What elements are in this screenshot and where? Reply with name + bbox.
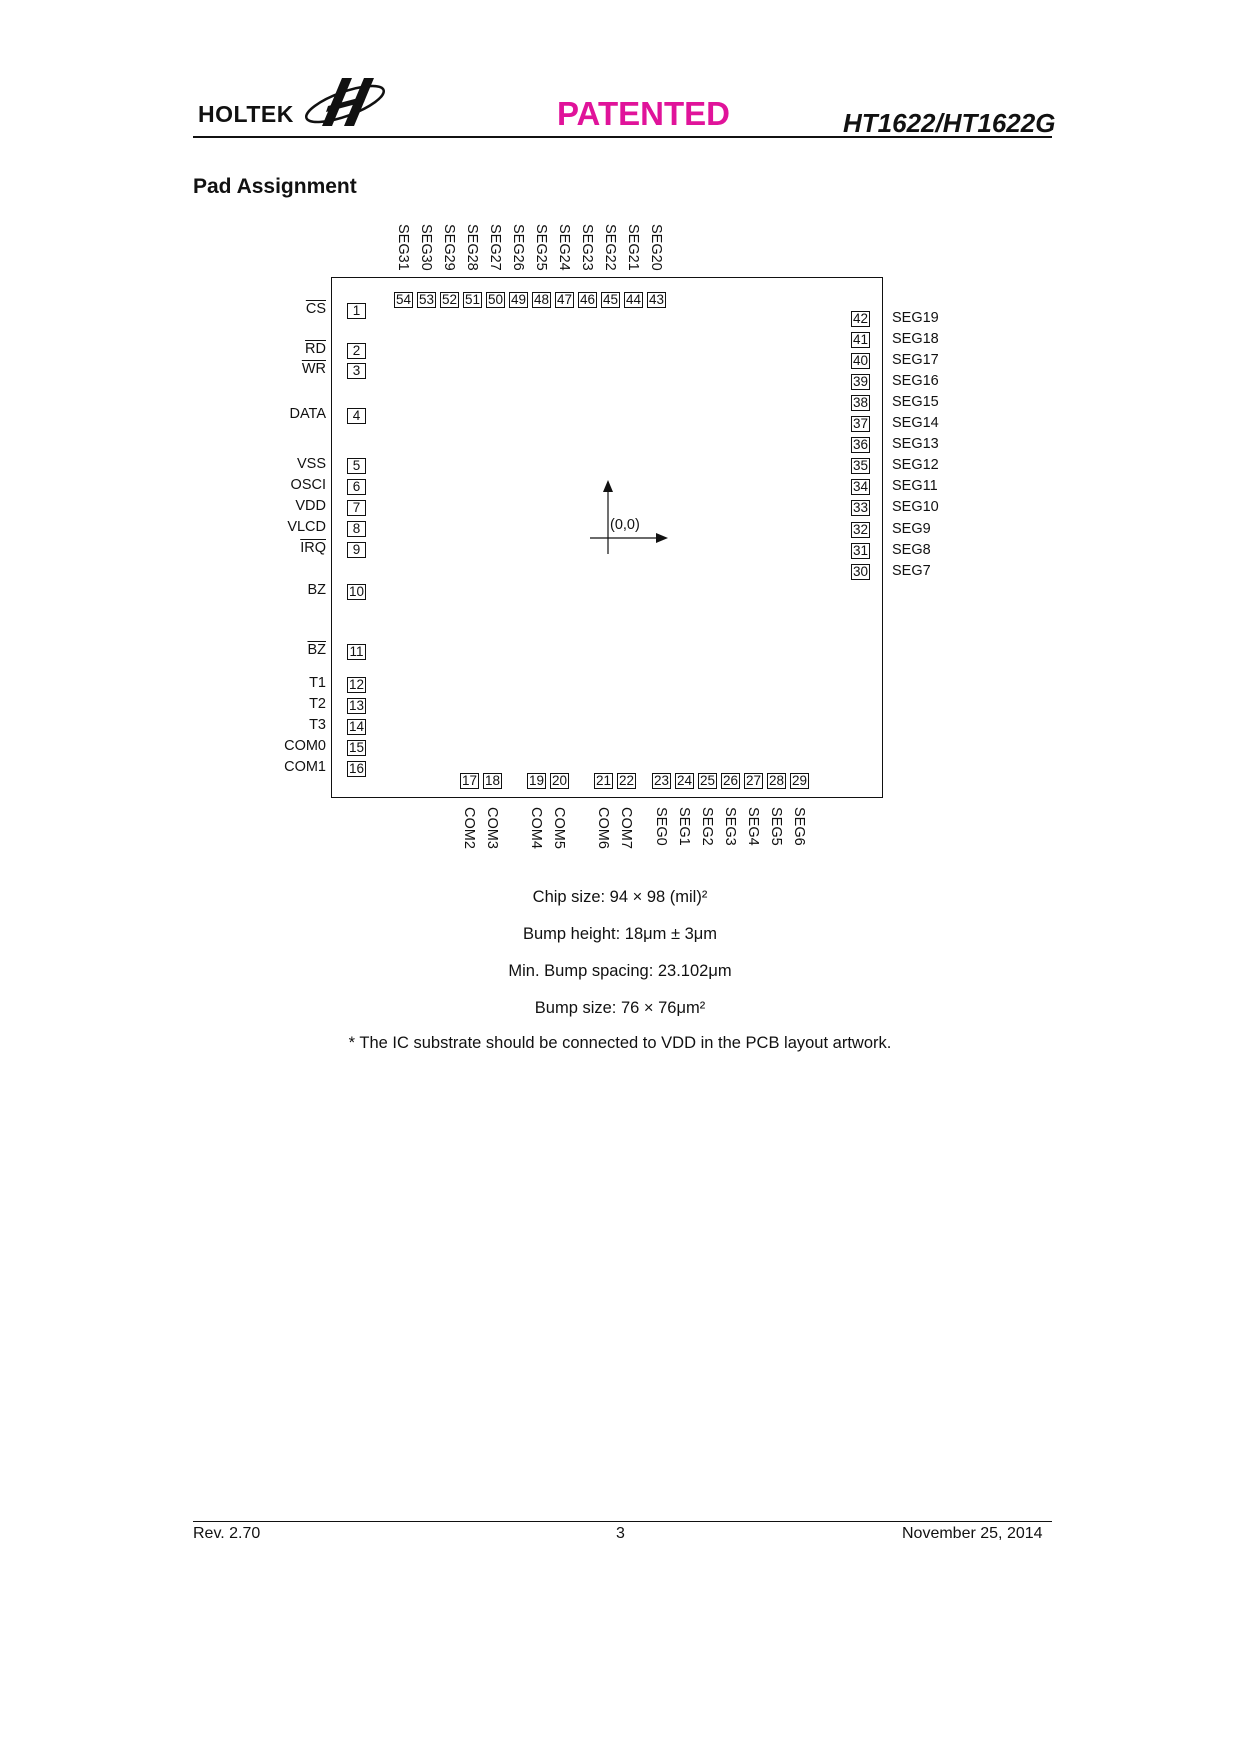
pad-label: COM4 [528,807,544,849]
pad-label: SEG5 [768,807,784,846]
pad-number: 31 [853,543,869,558]
pad-number: 27 [746,773,762,788]
pad-number: 14 [349,719,365,734]
pad-number: 54 [396,292,412,307]
pad-number: 21 [596,773,612,788]
pad-number: 3 [347,363,366,379]
pad-label: VSS [296,456,326,472]
pad-number: 32 [853,522,869,537]
pad-label: SEG4 [745,807,761,846]
pad-number: 16 [349,761,365,776]
pad-label: T1 [309,675,326,691]
pad-number: 20 [552,773,568,788]
pad-number: 40 [853,353,869,368]
pad-number: 50 [488,292,504,307]
pad-number: 53 [419,292,435,307]
holtek-logo-text: HOLTEK [198,101,294,127]
pad-label: T2 [309,696,326,712]
pad-label: T3 [309,717,326,733]
pad-number: 15 [349,740,365,755]
pad-number: 51 [465,292,481,307]
pad-label: SEG8 [892,542,931,558]
pad-label: COM5 [551,807,567,849]
pad-number: 12 [349,677,365,692]
pad-label: $\overline{RD}$ [305,341,326,357]
pad-label: COM6 [595,807,611,849]
pad-number: 25 [700,773,716,788]
pad-label: SEG11 [892,478,938,494]
pad-label: SEG9 [892,521,931,537]
pad-number: 49 [511,292,527,307]
pad-number: 11 [347,644,366,660]
part-number: HT1622/HT1622G [843,108,1056,138]
pad-label: SEG0 [653,807,669,846]
pad-number: 47 [557,292,573,307]
pad-number: 10 [349,584,365,599]
pad-label: SEG29 [441,224,457,271]
footer-date: November 25, 2014 [902,1525,1043,1542]
pad-number: 39 [853,374,869,389]
bump-size-note: Bump size: 76 × 76μm² [534,999,706,1017]
pad-number: 52 [442,292,458,307]
pad-label: SEG10 [892,499,939,515]
pad-number: 9 [347,542,366,558]
pad-label: SEG17 [892,352,939,368]
pad-number: 29 [792,773,808,788]
pad-number: 17 [462,773,478,788]
substrate-note: * The IC substrate should be connected to VDD in the PCB layout artwork. [348,1034,892,1052]
footer-rule [193,1521,1052,1522]
pad-number: 19 [529,773,545,788]
pad-number: 48 [534,292,550,307]
pad-label: SEG18 [892,331,939,347]
patented-label: PATENTED [557,95,730,132]
pad-label: SEG23 [579,224,595,271]
pad-label: $\overline{CS}$ [305,301,326,317]
pad-label: SEG30 [418,224,434,271]
pad-label: SEG6 [791,807,807,846]
pad-label: SEG7 [892,563,931,579]
chip-size-note: Chip size: 94 × 98 (mil)² [532,888,708,906]
pad-number: 34 [853,479,869,494]
pad-label: $\overline{IRQ}$ [300,540,326,556]
footer-page-number: 3 [616,1525,625,1542]
pad-number: 35 [853,458,869,473]
pad-number: 37 [853,416,869,431]
pad-label: SEG14 [892,415,939,431]
pad-label: VDD [295,498,326,514]
pad-number: 7 [347,500,366,516]
pad-number: 43 [649,292,665,307]
pad-label: SEG26 [510,224,526,271]
pad-label: $\overline{BZ}$ [307,642,326,658]
pad-label: SEG13 [892,436,939,452]
pad-number: 42 [853,311,869,326]
pad-number: 13 [349,698,365,713]
pad-label: SEG27 [487,224,503,271]
pad-number: 33 [853,500,869,515]
footer-revision: Rev. 2.70 [193,1525,261,1542]
pad-label: SEG25 [533,224,549,271]
pad-number: 24 [677,773,693,788]
pad-label: $\overline{WR}$ [301,361,326,377]
header-rule [193,136,1052,138]
pad-label: SEG16 [892,373,939,389]
pad-number: 26 [723,773,739,788]
pad-label: SEG19 [892,310,939,326]
pad-label: SEG3 [722,807,738,846]
pad-label: COM1 [284,759,326,775]
pad-label: SEG31 [395,224,411,271]
origin-label: (0,0) [610,517,640,533]
pad-label: COM2 [461,807,477,849]
pad-label: SEG2 [699,807,715,846]
pad-label: SEG28 [464,224,480,271]
pad-number: 44 [626,292,642,307]
pad-number: 6 [347,479,366,495]
pad-number: 30 [853,564,869,579]
holtek-logo-icon [300,68,390,132]
pad-label: SEG1 [676,807,692,846]
pad-number: 5 [347,458,366,474]
pad-number: 4 [347,408,366,424]
pad-number: 1 [347,303,366,319]
pad-label: COM7 [618,807,634,849]
pad-number: 46 [580,292,596,307]
pad-number: 45 [603,292,619,307]
pad-label: SEG22 [602,224,618,271]
pad-label: SEG21 [625,224,641,271]
pad-label: OSCI [290,477,326,493]
pad-number: 23 [654,773,670,788]
pad-number: 38 [853,395,869,410]
pad-label: SEG20 [648,224,664,271]
pad-label: SEG24 [556,224,572,271]
bump-spacing-note: Min. Bump spacing: 23.102μm [508,962,732,980]
pad-label: COM0 [284,738,326,754]
pad-number: 36 [853,437,869,452]
pad-label: VLCD [287,519,326,535]
pad-label: COM3 [484,807,500,849]
pad-label: SEG12 [892,457,939,473]
bump-height-note: Bump height: 18μm ± 3μm [522,925,718,943]
pad-label: DATA [289,406,326,422]
pad-number: 41 [853,332,869,347]
pad-label: BZ [307,582,326,598]
pad-number: 2 [347,343,366,359]
pad-number: 22 [619,773,635,788]
pad-number: 28 [769,773,785,788]
section-title: Pad Assignment [193,175,357,198]
pad-number: 18 [485,773,501,788]
pad-label: SEG15 [892,394,939,410]
pad-number: 8 [347,521,366,537]
